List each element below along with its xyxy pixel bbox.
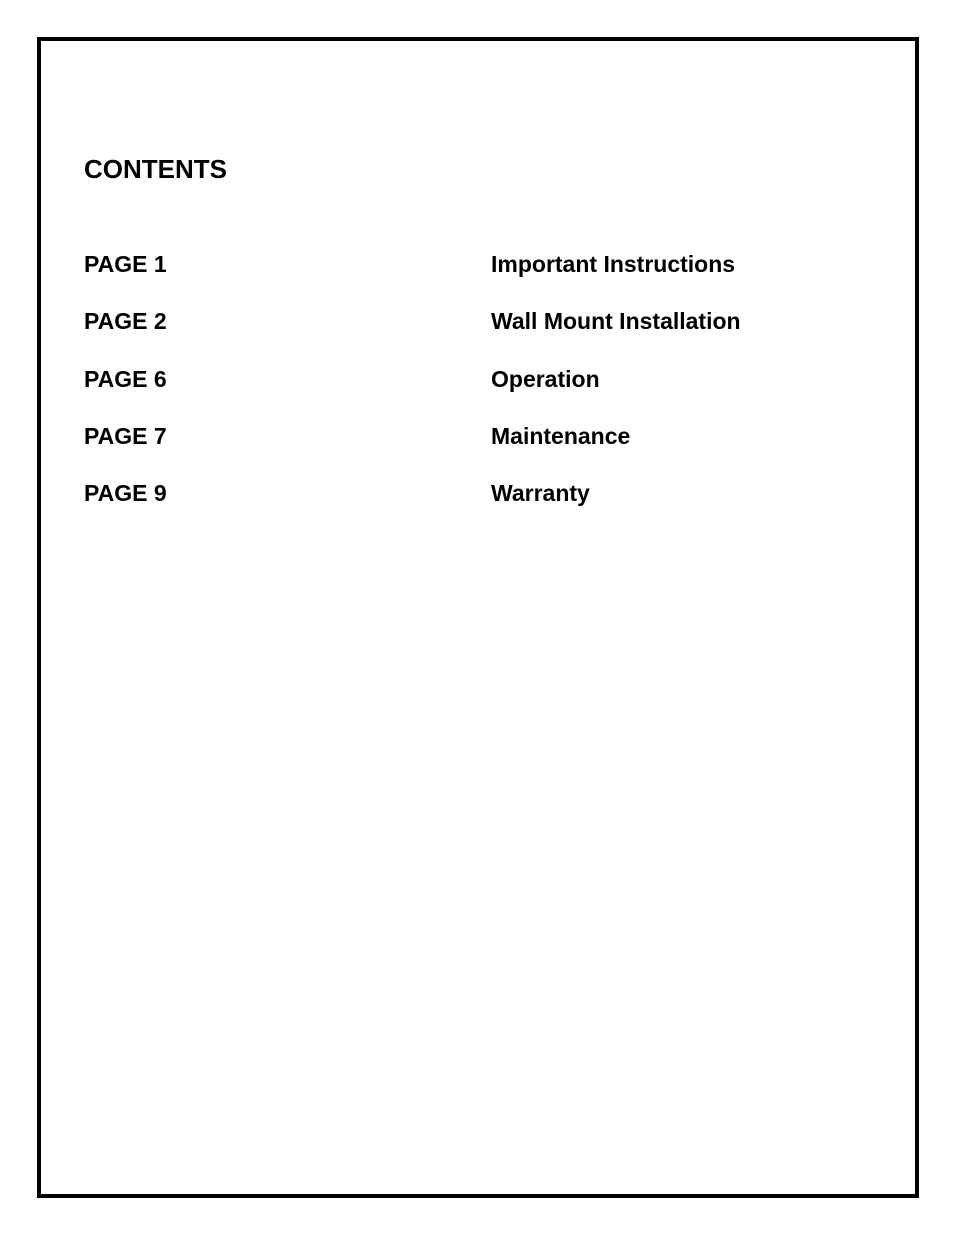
toc-page-number: PAGE 6 (84, 365, 167, 392)
toc-section-title: Operation (491, 365, 600, 392)
toc-page-number: PAGE 7 (84, 422, 167, 449)
toc-entry (84, 421, 864, 478)
toc-page-number: PAGE 9 (84, 480, 167, 507)
table-of-contents (84, 249, 864, 535)
toc-page-number: PAGE 1 (84, 251, 167, 277)
toc-page-number: PAGE 2 (84, 308, 167, 335)
page-border (37, 37, 919, 1198)
toc-entry (84, 249, 864, 306)
contents-heading: CONTENTS (84, 154, 227, 184)
toc-entry (84, 478, 864, 535)
toc-section-title: Important Instructions (491, 251, 736, 277)
toc-entry (84, 306, 864, 363)
toc-section-title: Warranty (491, 480, 590, 507)
toc-section-title: Wall Mount Installation (491, 308, 741, 335)
toc-section-title: Maintenance (491, 422, 631, 449)
toc-entry (84, 364, 864, 421)
